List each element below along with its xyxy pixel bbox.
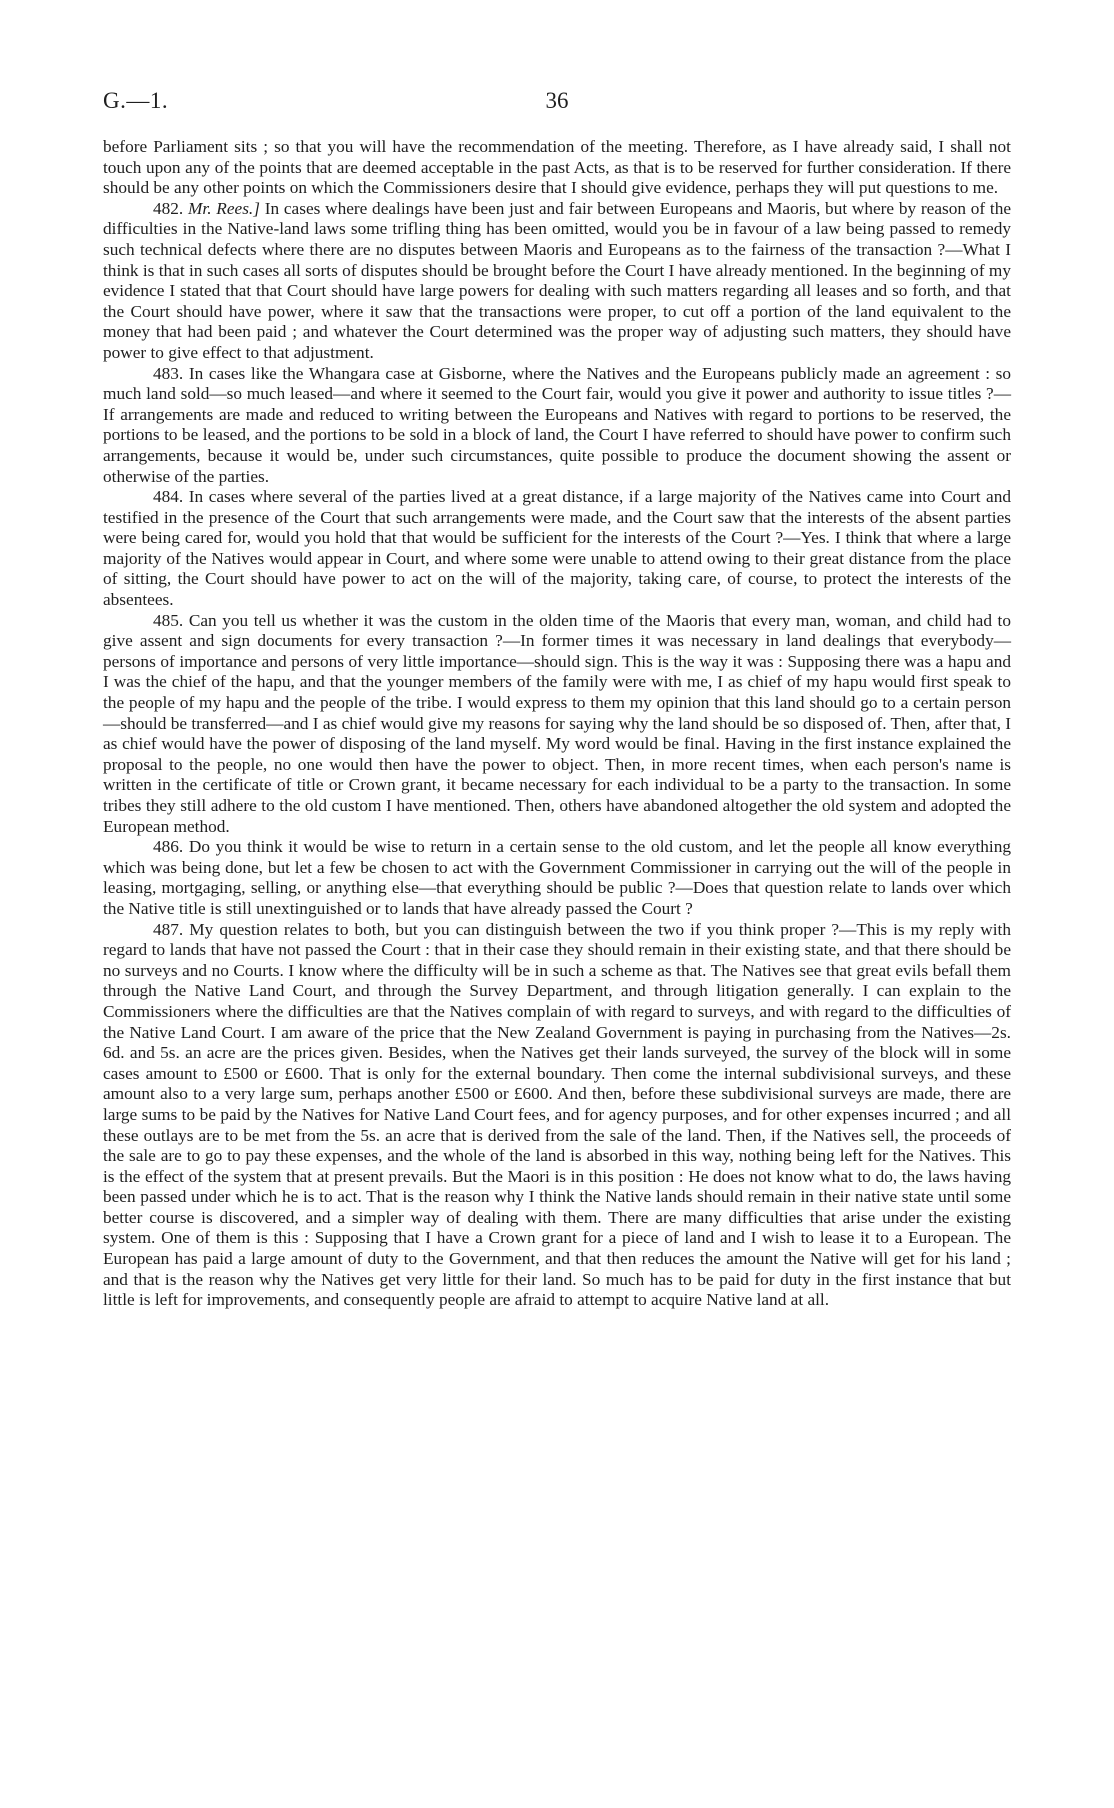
paragraph-text: My question relates to both, but you can distinguish between the two if you think proper ?—This is my reply with regard to lands that have not passed the Court : that in their case they should remain in their existing state, and that there should be no surveys and no Courts. I know where the difficulty will be in such a scheme as that. The Natives see that great evils befall them through the Native Land Court, and through the Survey Department, and through litigation generally. I can explain to the Commissioners where the difficulties are that the Natives complain of with regard to surveys, and with regard to the difficulties of the Native Land Court. I am aware of the price that the New Zealand Government is paying in purchasing from the Natives—2s. 6d. and 5s. an acre are the prices given. Besides, when the Natives get their lands surveyed, the survey of the block will in some cases amount to £500 or £600. That is only for the external boundary. Then come the internal subdivisional surveys, and these amount also to a very large sum, perhaps another £500 or £600. And then, before these subdivisional surveys are made, there are large sums to be paid by the Natives for Native Land Court fees, and for agency purposes, and for other expenses incurred ; and all these outlays are to be met from the 5s. an acre that is derived from the sale of the land. Then, if the Natives sell, the proceeds of the sale are to go to pay these expenses, and the whole of the land is absorbed in this way, nothing being left for the Natives. This is the effect of the system that at present prevails. But the Maori is in this position : He does not know what to do, the laws having been passed under which he is to act. That is the reason why I think the Native lands should remain in their native state until some better course is discovered, and a simpler way of dealing with them. There are many difficulties that arise under the existing system. One of them is this : Supposing that I have a Crown grant for a piece of land and I wish to lease it to a European. The European has paid a large amount of duty to the Government, and that then reduces the amount the Native will get for his land ; and that is the reason why the Natives get very little for their land. So much has to be paid for duty in the first instance that but little is left for improvements, and consequently people are afraid to attempt to acquire Native land at all. xyxy=(103,919,1011,1310)
paragraph-text: In cases where several of the parties lived at a great distance, if a large majority of the Natives came into Court and testified in the presence of the Court that such arrangements were made, and the Court saw that the interests of the absent parties were being cared for, would you hold that that would be sufficient for the interests of the Court ?—Yes. I think that where a large majority of the Natives would appear in Court, and where some were unable to attend owing to their great distance from the place of sitting, the Court should have power to act on the will of the majority, taking care, of course, to protect the interests of the absentees. xyxy=(103,487,1011,610)
question-number: 487. xyxy=(153,919,184,939)
question-paragraph-486 xyxy=(103,837,1011,919)
question-paragraph-485 xyxy=(103,611,1011,838)
question-paragraph-482 xyxy=(103,199,1011,364)
paragraph-text: In cases like the Whangara case at Gisborne, where the Natives and the Europeans publicly made an agreement : so much land sold—so much leased—and where it seemed to the Court fair, would you give it power and authority to issue titles ?—If arrangements are made and reduced to writing between the Europeans and Natives with regard to portions to be reserved, the portions to be leased, and the portions to be sold in a block of land, the Court I have referred to should have power to confirm such arrangements, because it would be, under such circumstances, quite possible to produce the document showing the assent or otherwise of the parties. xyxy=(103,363,1011,486)
question-paragraph-484 xyxy=(103,487,1011,611)
paragraph-text: Can you tell us whether it was the custom in the olden time of the Maoris that every man, woman, and child had to give assent and sign documents for every transaction ?—In former times it was necessary in land dealings that everybody—persons of importance and persons of very little importance—should sign. This is the way it was : Supposing there was a hapu and I was the chief of the hapu, and that the younger members of the family were with me, I as chief of my hapu would first speak to the people of my hapu and the people of the tribe. I would express to them my opinion that this land should go to a certain person—should be transferred—and I as chief would give my reasons for saying why the land should be so disposed of. Then, after that, I as chief would have the power of disposing of the land myself. My word would be final. Having in the first instance explained the proposal to the people, no one would then have the power to object. Then, in more recent times, when each person's name is written in the certificate of title or Crown grant, it became necessary for each individual to be a party to the transaction. In some tribes they still adhere to the old custom I have mentioned. Then, others have abandoned altogether the old system and adopted the European method. xyxy=(103,610,1011,836)
question-number: 483. xyxy=(153,363,184,383)
paragraph-text: before Parliament sits ; so that you will have the recommendation of the meeting. Therefore, as I have already said, I shall not touch upon any of the points that are deemed acceptable in the past Acts, as that is to be reserved for further consideration. If there should be any other points on which the Commissioners desire that I should give evidence, perhaps they will put questions to me. xyxy=(103,137,1011,198)
question-number: 482. xyxy=(153,198,184,218)
page-number: 36 xyxy=(545,88,569,113)
paragraph-text: In cases where dealings have been just and fair between Europeans and Maoris, but where by reason of the difficulties in the Native-land laws some trifling thing has been omitted, would you be in favour of a law being passed to remedy such technical defects where there are no disputes between Maoris and Europeans as to the fairness of the transaction ?—What I think is that in such cases all sorts of disputes should be brought before the Court I have already mentioned. In the beginning of my evidence I stated that that Court should have large powers for dealing with such matters regarding all leases and so forth, and that the Court should have power, where it saw that the transactions were proper, to cut off a portion of the land equivalent to the money that had been paid ; and whatever the Court determined was the proper way of adjusting such matters, they should have power to give effect to that adjustment. xyxy=(103,198,1012,362)
speaker-label: Mr. Rees.] xyxy=(188,198,260,218)
question-number: 485. xyxy=(153,610,184,630)
document-reference: G.—1. xyxy=(103,88,169,113)
paragraph-text: Do you think it would be wise to return in a certain sense to the old custom, and let the people all know everything which was being done, but let a few be chosen to act with the Government Commissioner in carrying out the will of the people in leasing, mortgaging, selling, or anything else—that everything should be public ?—Does that question relate to lands over which the Native title is still unextinguished or to lands that have already passed the Court ? xyxy=(103,837,1011,918)
body-text xyxy=(103,137,1011,1311)
page-header xyxy=(103,88,1011,118)
question-paragraph-487 xyxy=(103,920,1011,1311)
paragraph-continuation xyxy=(103,137,1011,199)
question-paragraph-483 xyxy=(103,364,1011,488)
question-number: 484. xyxy=(153,487,184,507)
question-number: 486. xyxy=(153,837,184,857)
